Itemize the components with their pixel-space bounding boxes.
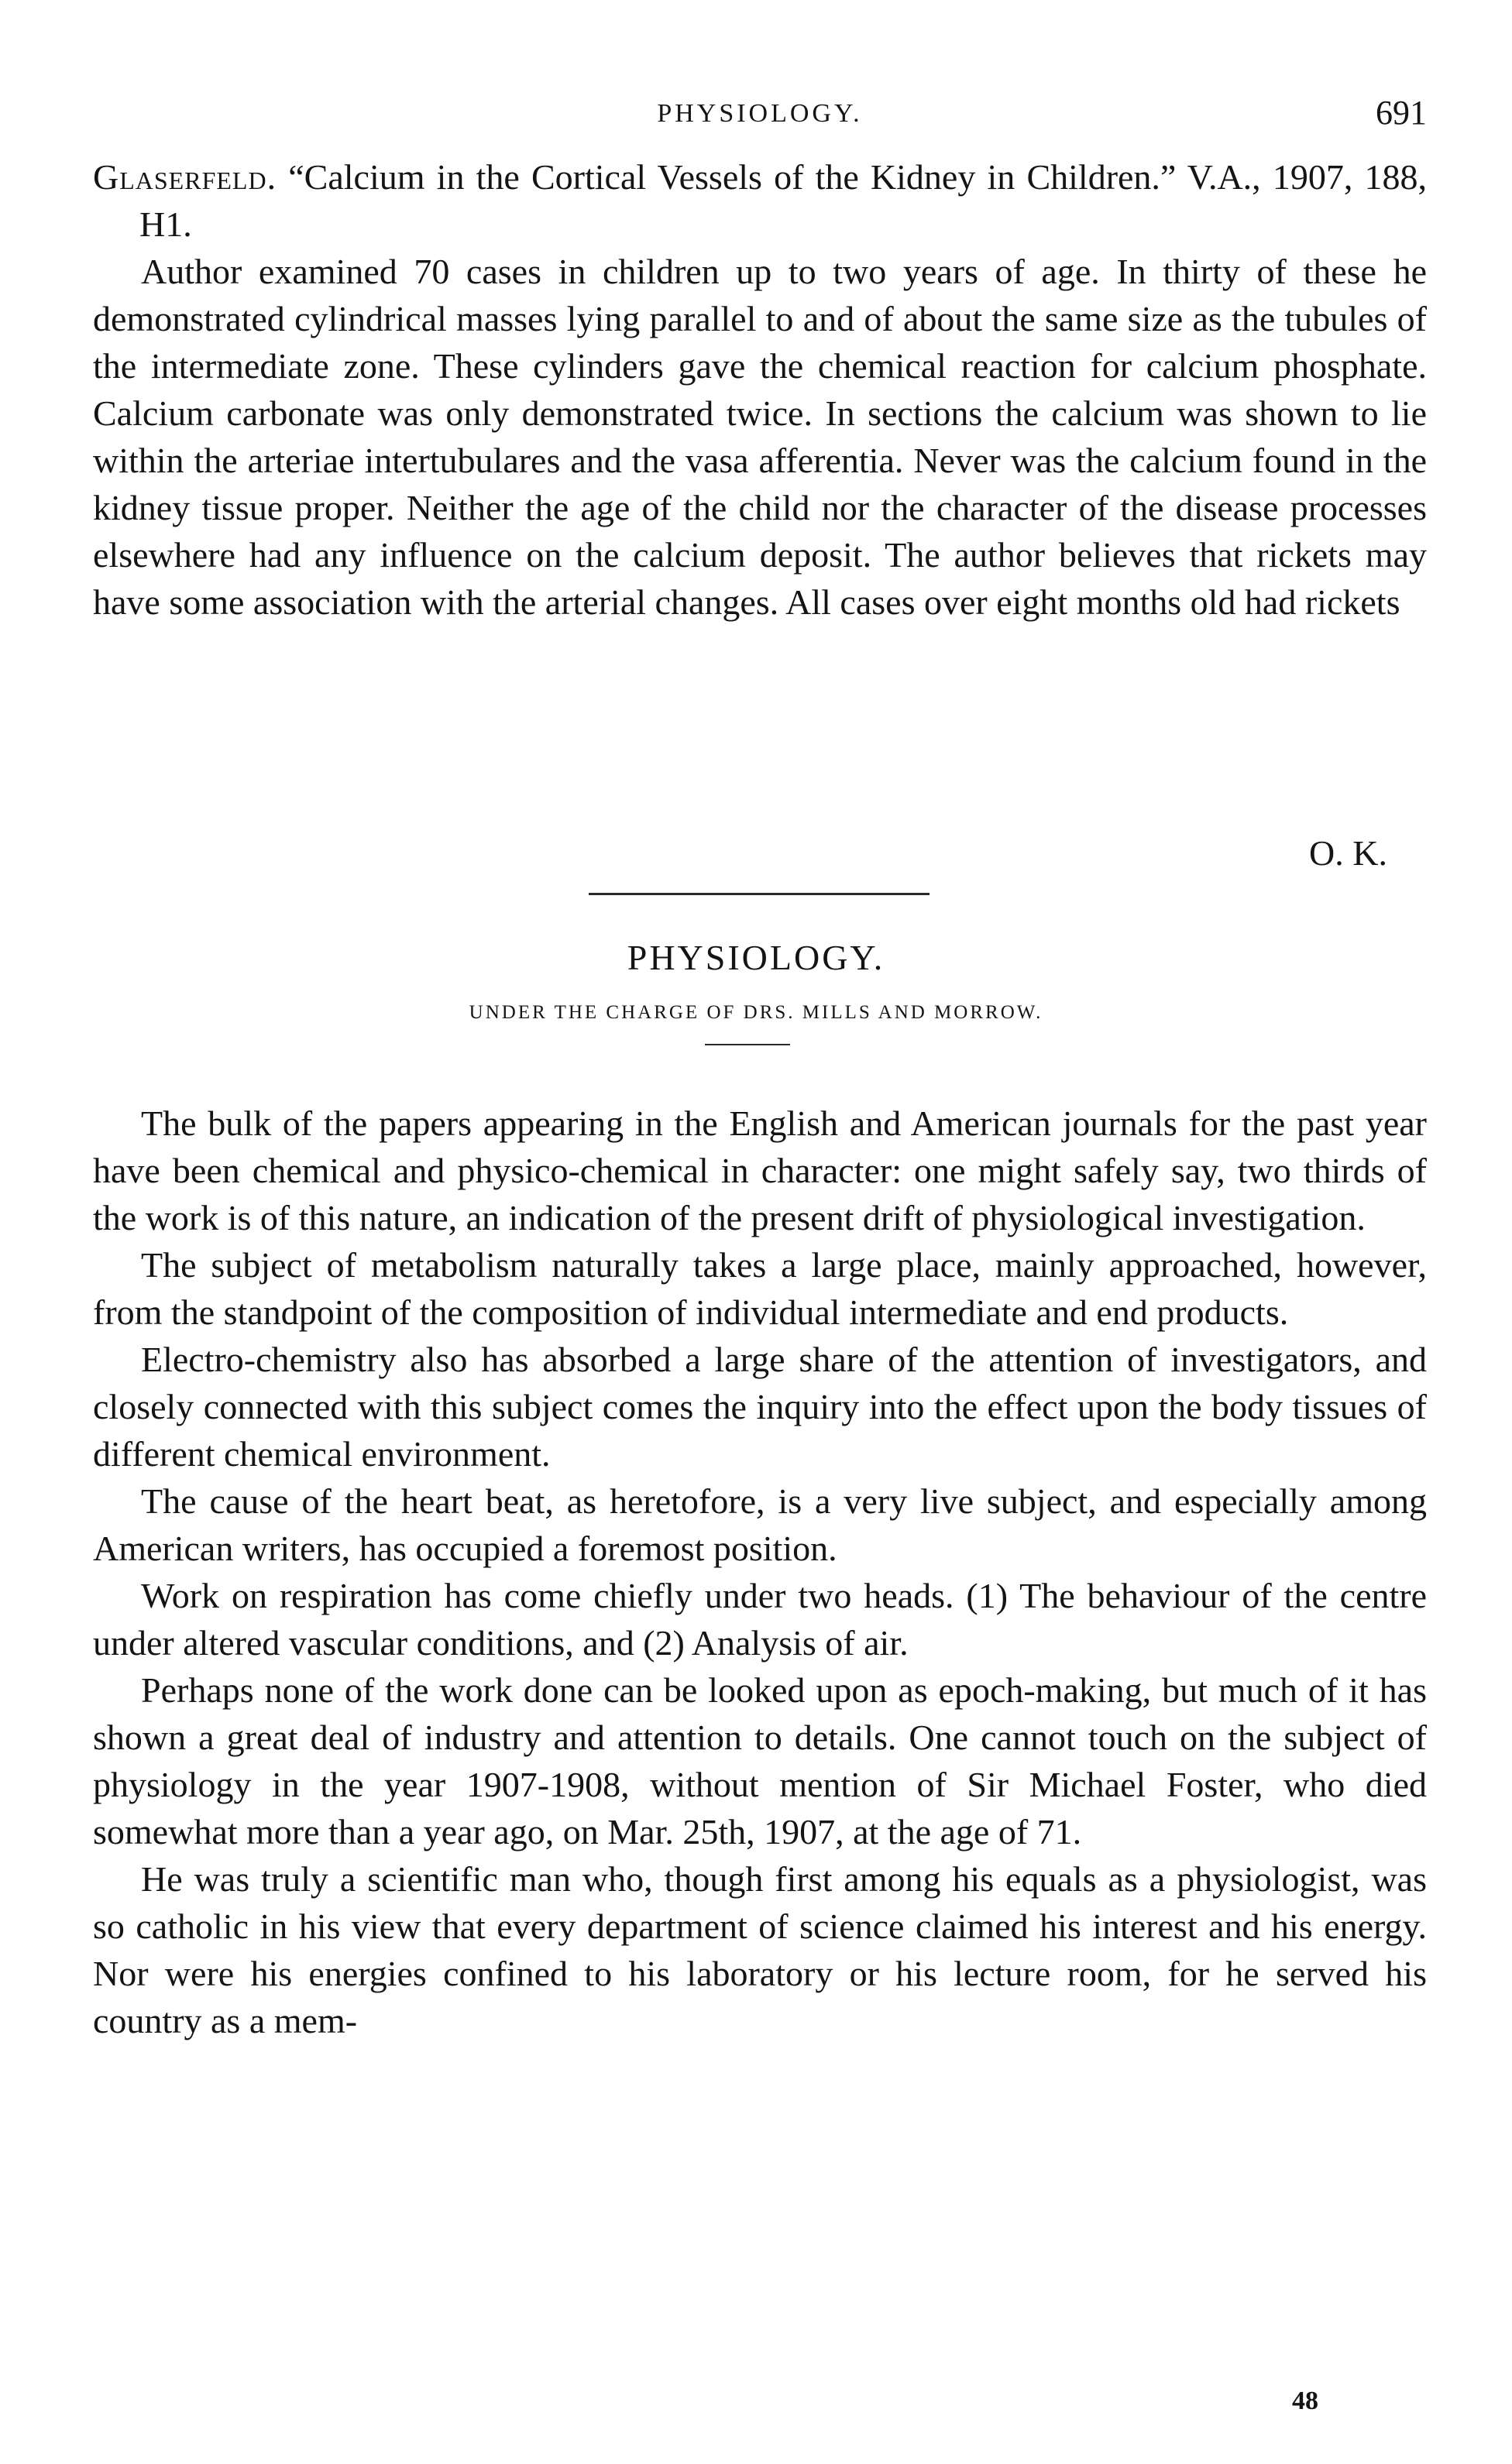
paragraph: He was truly a scientific man who, though first among his equals as a physiologist, was so catholic in his view that every department of science claimed his interest and his energy. Nor were his energies confined to his laboratory or his lecture room, for he served his country as a mem- [93, 1859, 1427, 2040]
section-subtitle-divider [705, 1044, 790, 1045]
paragraph: Work on respiration has come chiefly under two heads. (1) The behaviour of the centre under altered vascular conditions, and (2) Analysis of air. [93, 1576, 1427, 1663]
running-title: PHYSIOLOGY. [657, 99, 863, 128]
signature-mark: 48 [1292, 2387, 1318, 2415]
paragraph: Electro-chemistry also has absorbed a large share of the attention of investigators, and closely connected with this subject comes the inquiry into the effect upon the body tissues of different chemical environment. [93, 1340, 1427, 1474]
section-title: PHYSIOLOGY. [627, 938, 885, 977]
section-subtitle: UNDER THE CHARGE OF DRS. MILLS AND MORROW. [469, 1002, 1043, 1023]
abstract-signature: O. K. [1309, 833, 1387, 873]
reference-author: Glaserfeld. [93, 157, 277, 197]
paragraph: The subject of metabolism naturally takes a large place, mainly approached, however, from the standpoint of the composition of individual intermediate and end products. [93, 1245, 1427, 1332]
reference-citation: “Calcium in the Cortical Vessels of the Kidney in Children.” V.A., 1907, 188, H1. [139, 157, 1428, 244]
page-number: 691 [1376, 94, 1427, 132]
paragraph: The bulk of the papers appearing in the English and American journals for the past year have been chemical and physico-chemical in character: one might safely say, two thirds of the work is of this nature, an indication of the present drift of physiological investigation. [93, 1103, 1427, 1237]
abstract-text: Author examined 70 cases in children up to two years of age. In thirty of these he demonstrated cylindrical masses lying parallel to and of about the same size as the tubules of the intermediate zone. These cylinders gave the chemical reaction for calcium phosphate. Calcium carbonate was only demonstrated twice. In sections the calcium was shown to lie within the arteriae intertubulares and the vasa afferentia. Never was the calcium found in the kidney tissue proper. Neither the age of the child nor the character of the disease processes elsewhere had any influence on the calcium deposit. The author believes that rickets may have some association with the arterial changes. All cases over eight months old had rickets [93, 252, 1427, 622]
paragraph: The cause of the heart beat, as heretofore, is a very live subject, and especially among American writers, has occupied a foremost position. [93, 1481, 1427, 1568]
paragraph: Perhaps none of the work done can be looked upon as epoch-making, but much of it has shown a great deal of industry and attention to details. One cannot touch on the subject of physiology in the year 1907-1908, without mention of Sir Michael Foster, who died somewhat more than a year ago, on Mar. 25th, 1907, at the age of 71. [93, 1670, 1427, 1851]
reference-entry [93, 153, 1427, 248]
section-divider [589, 893, 930, 895]
abstract-block [93, 248, 1427, 626]
running-header [93, 93, 1427, 139]
body-text [93, 1100, 1427, 2044]
